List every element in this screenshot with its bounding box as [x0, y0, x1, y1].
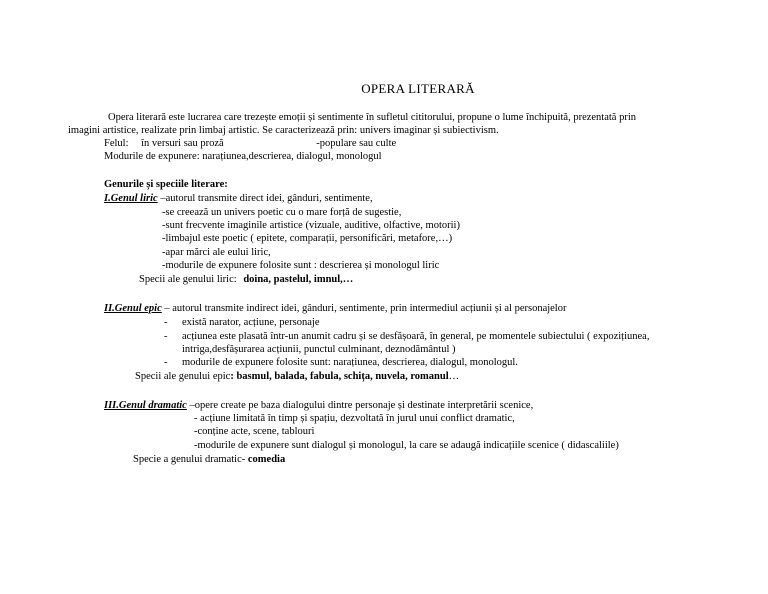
dramatic-item: -conține acte, scene, tablouri	[194, 426, 315, 437]
liric-item: -sunt frecvente imaginile artistice (vizuale, auditive, olfactive, motorii)	[162, 220, 460, 231]
epic-item-text: există narator, acțiune, personaje	[182, 317, 320, 328]
felul-value-a: în versuri sau proză	[141, 138, 224, 149]
dramatic-species-line	[133, 453, 285, 466]
dramatic-heading-line	[104, 399, 533, 412]
epic-item	[164, 316, 319, 329]
liric-heading-line	[104, 192, 373, 205]
epic-item-text: acțiunea este plasată într-un anumit cadru și se desfășoară, în general, pe momentele subiectului ( expozițiunea,	[182, 331, 650, 342]
liric-species-line	[139, 273, 353, 286]
dramatic-item: - acțiune limitată în timp și spațiu, dezvoltată în jurul unui conflict dramatic,	[194, 413, 515, 424]
liric-heading: I.Genul liric	[104, 193, 158, 204]
epic-species-tail: …	[448, 371, 460, 382]
epic-item	[164, 330, 649, 343]
epic-item	[164, 356, 518, 369]
felul-value-b: -populare sau culte	[316, 138, 397, 149]
modurile-line: Modurile de expunere: narațiunea,descrierea, dialogul, monologul	[104, 151, 382, 162]
dramatic-species: comedia	[245, 454, 286, 465]
dramatic-item: -modurile de expunere sunt dialogul și monologul, la care se adaugă indicațiile scenice ( didascaliile)	[194, 440, 619, 451]
epic-intro: – autorul transmite indirect idei, gânduri, sentimente, prin intermediul acțiunii și al personajelor	[161, 303, 567, 314]
dramatic-intro: –opere create pe baza dialogului dintre personaje și destinate interpretării scenice,	[186, 400, 534, 411]
liric-item: -limbajul este poetic ( epitete, comparații, personificări, metafore,…)	[162, 233, 453, 244]
epic-item-continuation: intriga,desfășurarea acțiunii, punctul culminant, deznodământul )	[182, 344, 456, 355]
felul-line	[104, 137, 396, 150]
page-title: OPERA LITERARĂ	[361, 81, 475, 96]
liric-item: -apar mărci ale eului liric,	[162, 247, 271, 258]
liric-intro: –autorul transmite direct idei, gânduri, sentimente,	[157, 193, 373, 204]
epic-heading: II.Genul epic	[104, 303, 162, 314]
liric-item: -se creează un univers poetic cu o mare forță de sugestie,	[162, 207, 402, 218]
epic-heading-line	[104, 302, 566, 315]
intro-line-2: imagini artistice, realizate prin limbaj artistic. Se caracterizează prin: univers imaginar și subiectivism.	[68, 125, 499, 136]
epic-species: : basmul, balada, fabula, schița, nuvela, romanul	[230, 371, 449, 382]
felul-label: Felul:	[104, 138, 129, 149]
epic-item-text: modurile de expunere folosite sunt: narațiunea, descrierea, dialogul, monologul.	[182, 357, 518, 368]
dramatic-species-label: Specie a genului dramatic-	[133, 454, 246, 465]
intro-line-1: Opera literară este lucrarea care trezește emoții și sentimente în sufletul cititorului, propune o lume închipuită, prezentată prin	[108, 112, 636, 123]
genres-heading: Genurile și speciile literare:	[104, 179, 228, 190]
liric-species: doina, pastelul, imnul,…	[243, 274, 354, 285]
bullet-dash: -	[164, 331, 168, 342]
epic-species-line	[135, 370, 459, 383]
bullet-dash: -	[164, 357, 168, 368]
epic-species-label: Specii ale genului epic	[135, 371, 231, 382]
liric-item: -modurile de expunere folosite sunt : descrierea și monologul liric	[162, 260, 440, 271]
dramatic-heading: III.Genul dramatic	[104, 400, 187, 411]
liric-species-label: Specii ale genului liric:	[139, 274, 237, 285]
bullet-dash: -	[164, 317, 168, 328]
